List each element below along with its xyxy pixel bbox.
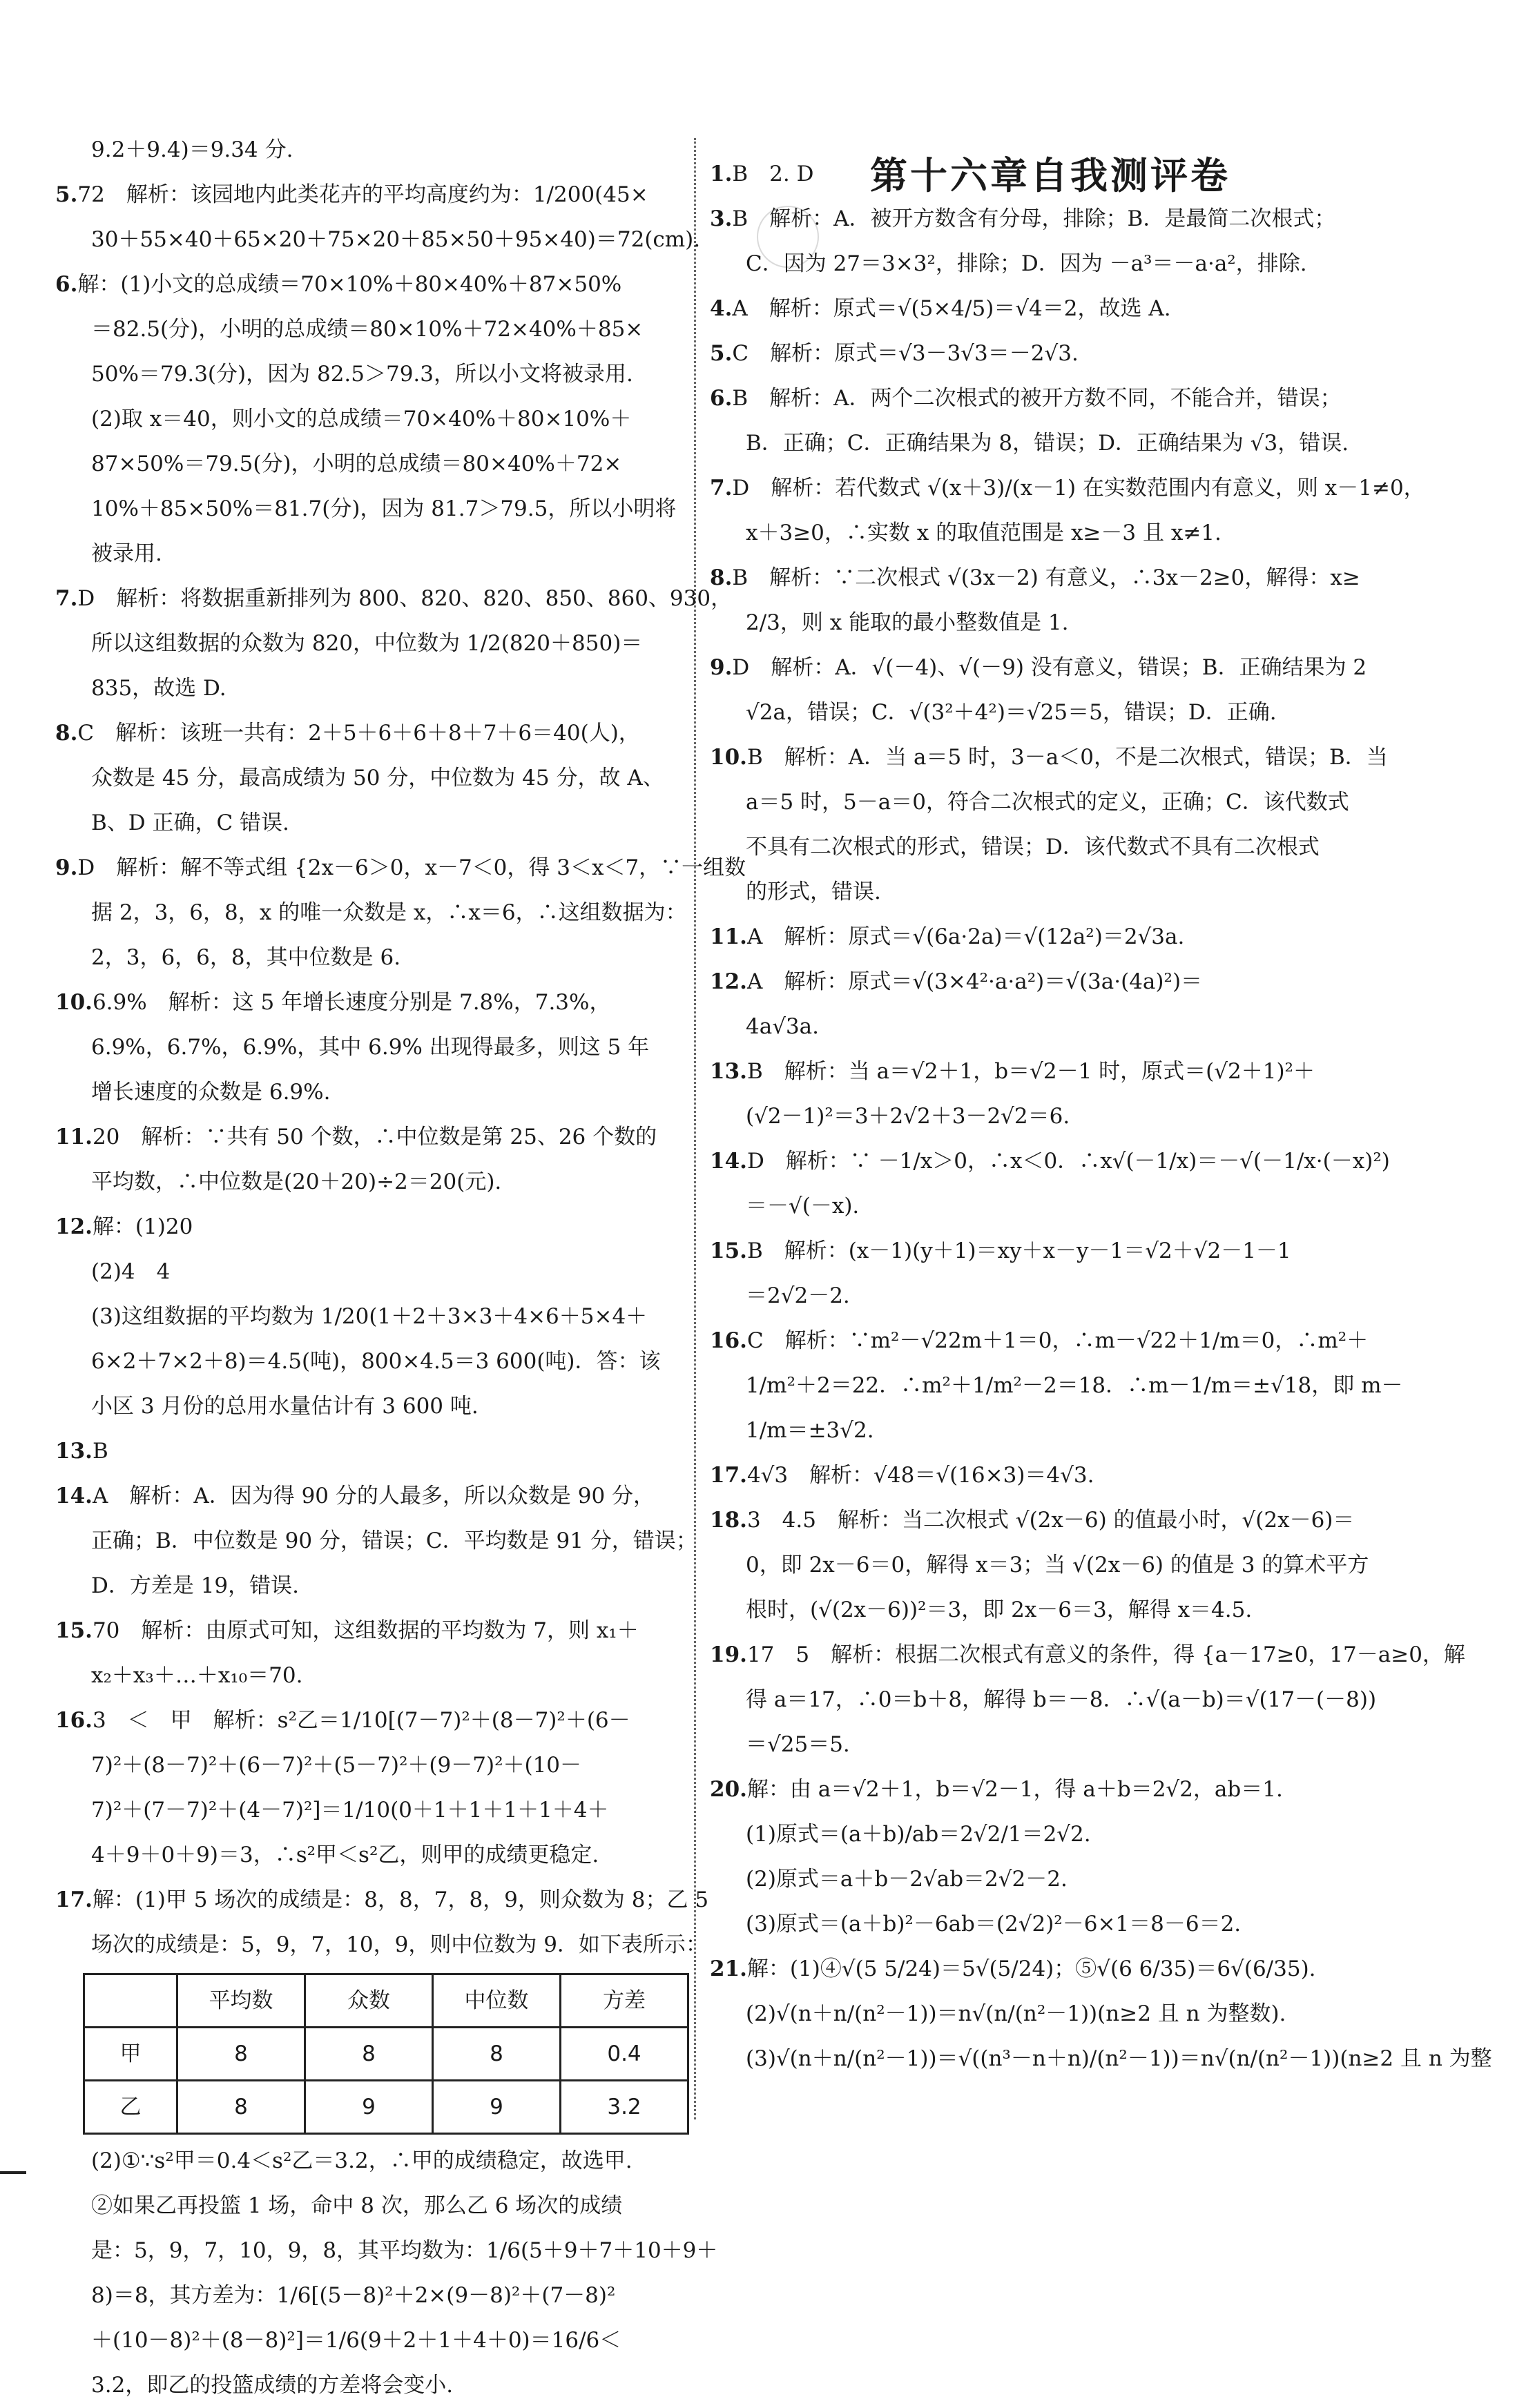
answer-text: 被录用. [91, 541, 162, 566]
answer-text: D 解析：∵ －1/x＞0，∴x＜0．∴x√(－1/x)＝－√(－1/x·(－x)²) [746, 1149, 1390, 1174]
answer-text: B 解析：∵二次根式 √(3x－2) 有意义，∴3x－2≥0，解得：x≥ [732, 565, 1360, 590]
answer-line [55, 307, 760, 352]
answer-line [55, 1564, 760, 1609]
answer-line [55, 846, 760, 891]
question-number: 18. [710, 1508, 747, 1533]
table-cell: 甲 [84, 2028, 177, 2081]
answer-text: 解：由 a＝√2＋1，b＝√2－1，得 a＋b＝2√2，ab＝1. [746, 1777, 1283, 1802]
question-number: 16. [55, 1708, 93, 1733]
answer-line [55, 2273, 760, 2318]
answer-line [55, 2318, 760, 2363]
question-number: 7. [710, 476, 733, 501]
question-number: 13. [55, 1439, 93, 1464]
answer-line [710, 1004, 1400, 1049]
answer-text: B 解析：(x－1)(y＋1)＝xy＋x－y－1＝√2＋√2－1－1 [746, 1239, 1291, 1263]
answer-text: 6×2＋7×2＋8)＝4.5(吨)，800×4.5＝3 600(吨)．答：该 [91, 1349, 661, 1374]
answer-text: 72 解析：该园地内此类花卉的平均高度约为：1/200(45× [77, 182, 648, 207]
question-number: 10. [710, 745, 747, 770]
answer-text: √2a，错误；C．√(3²＋4²)＝√25＝5，错误；D．正确. [746, 700, 1277, 725]
answer-line [55, 621, 760, 666]
answer-line [55, 935, 760, 980]
answer-line [710, 870, 1400, 915]
answer-text: B [92, 1439, 108, 1464]
answer-text: B 解析：A．被开方数含有分母，排除；B．是最简二次根式； [732, 206, 1336, 231]
answer-line [55, 2184, 760, 2229]
answer-line [55, 1429, 760, 1474]
answer-line [710, 466, 1425, 511]
table-header-row [84, 1974, 688, 2028]
question-number: 9. [55, 855, 78, 880]
answer-line [55, 1519, 760, 1564]
answer-line [710, 1184, 1400, 1229]
question-number: 9. [710, 655, 733, 680]
answer-line [710, 242, 1400, 287]
answer-text: 增长速度的众数是 6.9%. [91, 1080, 331, 1105]
answer-line [710, 331, 1400, 376]
answer-line [710, 556, 1400, 601]
answer-text: 2，3，6，6，8，其中位数是 6. [91, 945, 401, 970]
question-number: 17. [710, 1463, 747, 1488]
score-table [83, 1973, 689, 2135]
answer-text: D 解析：A．√(－4)、√(－9) 没有意义，错误；B．正确结果为 2 [732, 655, 1367, 680]
answer-line [710, 1229, 1400, 1274]
answer-line [710, 1498, 1400, 1543]
answer-text: A 解析：A．因为得 90 分的人最多，所以众数是 90 分， [92, 1484, 655, 1508]
answer-text: 8)＝8，其方差为：1/6[(5－8)²＋2×(9－8)²＋(7－8)² [91, 2283, 616, 2308]
answer-text: A 解析：原式＝√(5×4/5)＝√4＝2，故选 A. [732, 296, 1171, 321]
answer-line [55, 217, 760, 262]
table-cell: 8 [433, 2028, 561, 2081]
answer-line [710, 1363, 1403, 1408]
answer-text: A 解析：原式＝√(3×4²·a·a²)＝√(3a·(4a)²)＝ [746, 969, 1203, 994]
answer-line [55, 1025, 760, 1070]
answer-line [55, 1653, 760, 1698]
table-row [84, 2028, 688, 2081]
answer-line [55, 1070, 760, 1115]
answer-line [710, 1902, 1400, 1947]
answer-line [55, 666, 760, 711]
question-number: 16. [710, 1328, 747, 1353]
table-cell: 9 [433, 2081, 561, 2134]
answer-text: 6.9%，6.7%，6.9%，其中 6.9% 出现得最多，则这 5 年 [91, 1035, 650, 1060]
question-number: 11. [710, 924, 747, 949]
answer-line [55, 352, 760, 397]
answer-text: D 解析：解不等式组 {2x－6＞0，x－7＜0，得 3＜x＜7，∵一组数 [77, 855, 746, 880]
answer-line [55, 1833, 760, 1878]
answer-line [710, 152, 1400, 197]
answer-text: 场次的成绩是：5，9，7，10，9，则中位数为 9．如下表所示： [91, 1932, 707, 1957]
answer-line [55, 1788, 760, 1833]
question-number: 17. [55, 1887, 93, 1912]
answer-line [55, 442, 760, 487]
answer-text: 3.2，即乙的投篮成绩的方差将会变小. [91, 2373, 454, 2398]
answer-text: 7)²＋(7－7)²＋(4－7)²]＝1/10(0＋1＋1＋1＋1＋4＋ [91, 1798, 609, 1823]
answer-text: B、D 正确，C 错误. [91, 810, 289, 835]
question-number: 14. [55, 1484, 93, 1508]
table-row [84, 2081, 688, 2134]
answer-text: ＝2√2－2. [746, 1283, 850, 1308]
answer-text: 3 4.5 解析：当二次根式 √(2x－6) 的值最小时，√(2x－6)＝ [746, 1508, 1355, 1533]
answer-text: (3)这组数据的平均数为 1/20(1＋2＋3×3＋4×6＋5×4＋ [91, 1304, 648, 1329]
answer-line [710, 287, 1400, 331]
answer-text: 解：(1)小文的总成绩＝70×10%＋80×40%＋87×50% [77, 272, 622, 297]
question-number: 6. [55, 272, 78, 297]
answer-line [710, 1094, 1400, 1139]
answer-text: 6.9% 解析：这 5 年增长速度分别是 7.8%，7.3%， [92, 990, 611, 1015]
answer-line [55, 2229, 760, 2273]
answer-text: 的形式，错误. [746, 880, 881, 904]
answer-line [710, 197, 1400, 242]
answer-text: 正确；B．中位数是 90 分，错误；C．平均数是 91 分，错误； [91, 1528, 697, 1553]
question-number: 6. [710, 386, 733, 411]
answer-line [55, 1743, 760, 1788]
question-number: 20. [710, 1777, 747, 1802]
answer-line [55, 1878, 760, 1923]
answer-line [55, 891, 760, 935]
answer-text: 根时，(√(2x－6))²＝3，即 2x－6＝3，解得 x＝4.5. [746, 1598, 1253, 1622]
right-answer-lines [710, 152, 1492, 2081]
answer-line [55, 1294, 760, 1339]
answer-text: 不具有二次根式的形式，错误；D．该代数式不具有二次根式 [746, 835, 1320, 860]
question-number: 10. [55, 990, 93, 1015]
answer-text: 4a√3a. [746, 1014, 820, 1039]
answer-text: 17 5 解析：根据二次根式有意义的条件，得 {a－17≥0，17－a≥0，解 [746, 1642, 1465, 1667]
page-title: 第十六章自我测评卷 [870, 154, 1230, 197]
answer-text: (2)①∵s²甲＝0.4＜s²乙＝3.2，∴甲的成绩稳定，故选甲. [91, 2148, 633, 2173]
answer-line [710, 1408, 1400, 1453]
question-number: 14. [710, 1149, 747, 1174]
question-number: 5. [710, 341, 733, 366]
answer-text: D．方差是 19，错误. [91, 1573, 300, 1598]
answer-text: C 解析：该班一共有：2＋5＋6＋6＋8＋7＋6＝40(人)， [77, 721, 640, 746]
answer-text: 平均数，∴中位数是(20＋20)÷2＝20(元). [91, 1169, 502, 1194]
answer-text: (2)√(n＋n/(n²－1))＝n√(n/(n²－1))(n≥2 且 n 为整数). [746, 2001, 1286, 2026]
answer-line [55, 1115, 760, 1160]
answer-line [55, 1923, 760, 1968]
answer-line [710, 376, 1400, 421]
question-number: 3. [710, 206, 733, 231]
answer-text: ＝82.5(分)，小明的总成绩＝80×10%＋72×40%＋85× [91, 317, 644, 342]
question-number: 15. [710, 1239, 747, 1263]
answer-line [55, 1339, 760, 1384]
answer-line [55, 532, 760, 576]
question-number: 8. [55, 721, 78, 746]
answer-line [710, 1992, 1400, 2037]
answer-text: x＋3≥0，∴实数 x 的取值范围是 x≥－3 且 x≠1. [746, 521, 1222, 545]
answer-line [55, 756, 760, 801]
table-header-cell [84, 1974, 177, 2028]
answer-line [710, 1274, 1400, 1319]
answer-line [710, 915, 1400, 960]
answer-text: 4√3 解析：√48＝√(16×3)＝4√3. [746, 1463, 1094, 1488]
answer-line [55, 173, 760, 217]
answer-text: 1/m＝±3√2. [746, 1418, 874, 1443]
table-header-cell: 众数 [305, 1974, 433, 2028]
answer-line [55, 1474, 760, 1519]
answer-line [710, 780, 1400, 825]
left-answer-lines-after-table [55, 2139, 760, 2408]
answer-text: x₂＋x₃＋…＋x₁₀＝70. [91, 1663, 303, 1688]
answer-line [55, 801, 760, 846]
answer-text: ②如果乙再投篮 1 场，命中 8 次，那么乙 6 场次的成绩 [91, 2193, 623, 2218]
right-column [710, 152, 1492, 2081]
answer-text: 1/m²＋2＝22．∴m²＋1/m²－2＝18．∴m－1/m＝±√18，即 m－ [746, 1373, 1403, 1398]
answer-line [710, 421, 1400, 466]
answer-line [55, 262, 760, 307]
answer-text: ＋(10－8)²＋(8－8)²]＝1/6(9＋2＋1＋4＋0)＝16/6＜ [91, 2328, 621, 2353]
answer-line [55, 1160, 760, 1205]
answer-line [55, 1205, 760, 1250]
answer-text: 3 ＜ 甲 解析：s²乙＝1/10[(7－7)²＋(8－7)²＋(6－ [92, 1708, 630, 1733]
question-number: 7. [55, 586, 78, 611]
answer-line [55, 576, 760, 621]
table-cell: 3.2 [561, 2081, 688, 2134]
answer-text: (2)4 4 [91, 1259, 171, 1284]
answer-line [55, 2139, 760, 2184]
answer-text: 小区 3 月份的总用水量估计有 3 600 吨. [91, 1394, 479, 1419]
answer-line [710, 1139, 1400, 1184]
answer-text: D 解析：将数据重新排列为 800、820、820、850、860、930， [77, 586, 733, 611]
answer-text: C 解析：∵m²－√22m＋1＝0，∴m－√22＋1/m＝0，∴m²＋ [746, 1328, 1369, 1353]
answer-text: (1)原式＝(a＋b)/ab＝2√2/1＝2√2. [746, 1822, 1091, 1847]
table-header-cell: 中位数 [433, 1974, 561, 2028]
table-cell: 0.4 [561, 2028, 688, 2081]
answer-text: (3)√(n＋n/(n²－1))＝√((n³－n＋n)/(n²－1))＝n√(n/(n²－1))(n≥2 且 n 为整 [746, 2046, 1492, 2071]
answer-line [710, 645, 1400, 690]
answer-text: (2)取 x＝40，则小文的总成绩＝70×40%＋80×10%＋ [91, 407, 632, 431]
answer-text: C．因为 27＝3×3²，排除；D．因为 －a³＝－a·a²，排除. [746, 251, 1307, 276]
question-number: 11. [55, 1125, 93, 1149]
answer-line [55, 397, 760, 442]
answer-text: 据 2，3，6，8，x 的唯一众数是 x，∴x＝6，∴这组数据为： [91, 900, 687, 925]
answer-text: 所以这组数据的众数为 820，中位数为 1/2(820＋850)＝ [91, 631, 643, 656]
answer-text: 10%＋85×50%＝81.7(分)，因为 81.7＞79.5，所以小明将 [91, 496, 677, 521]
answer-text: 解：(1)④√(5 5/24)＝5√(5/24)；⑤√(6 6/35)＝6√(6/35). [746, 1956, 1316, 1981]
answer-text: ＝－√(－x). [746, 1194, 860, 1218]
answer-text: 是：5，9，7，10，9，8，其平均数为：1/6(5＋9＋7＋10＋9＋ [91, 2238, 718, 2263]
table-cell: 8 [177, 2081, 305, 2134]
answer-line [710, 1812, 1400, 1857]
answer-text: 4＋9＋0＋9)＝3，∴s²甲＜s²乙，则甲的成绩更稳定. [91, 1843, 599, 1867]
answer-text: 9.2＋9.4)＝9.34 分. [91, 137, 293, 162]
answer-line [710, 960, 1400, 1004]
answer-text: 50%＝79.3(分)，因为 82.5＞79.3，所以小文将被录用. [91, 362, 633, 387]
table-cell: 乙 [84, 2081, 177, 2134]
answer-line [710, 511, 1400, 556]
answer-line [710, 690, 1400, 735]
answer-text: 87×50%＝79.5(分)，小明的总成绩＝80×40%＋72× [91, 452, 622, 476]
answer-text: 70 解析：由原式可知，这组数据的平均数为 7，则 x₁＋ [92, 1618, 639, 1643]
answer-text: (2)原式＝a＋b－2√ab＝2√2－2. [746, 1867, 1068, 1892]
answer-line [710, 1319, 1400, 1363]
answer-text: 众数是 45 分，最高成绩为 50 分，中位数为 45 分，故 A、 [91, 766, 664, 790]
answer-line [55, 1250, 760, 1294]
question-number: 21. [710, 1956, 747, 1981]
answer-text: 解：(1)甲 5 场次的成绩是：8，8，7，8，9，则众数为 8；乙 5 [92, 1887, 709, 1912]
answer-line [710, 735, 1400, 780]
question-number: 15. [55, 1618, 93, 1643]
answer-text: 得 a＝17，∴0＝b＋8，解得 b＝－8．∴√(a－b)＝√(17－(－8)) [746, 1687, 1377, 1712]
answer-line [55, 980, 760, 1025]
answer-line [55, 128, 760, 173]
answer-line [55, 711, 760, 756]
answer-line [710, 1049, 1400, 1094]
answer-line [55, 2363, 760, 2408]
answer-text: B 2. D [732, 162, 814, 186]
answer-line [710, 601, 1400, 645]
answer-line [55, 487, 760, 532]
answer-line [55, 1384, 760, 1429]
answer-text: (√2－1)²＝3＋2√2＋3－2√2＝6. [746, 1104, 1070, 1129]
table-cell: 8 [305, 2028, 433, 2081]
answer-line [710, 1678, 1400, 1722]
answer-text: D 解析：若代数式 √(x＋3)/(x－1) 在实数范围内有意义，则 x－1≠0， [732, 476, 1425, 501]
question-number: 5. [55, 182, 78, 207]
left-answer-lines [55, 128, 760, 1968]
answer-line [55, 1698, 760, 1743]
table-header-cell: 方差 [561, 1974, 688, 2028]
answer-text: 0，即 2x－6＝0，解得 x＝3；当 √(2x－6) 的值是 3 的算术平方 [746, 1553, 1369, 1577]
left-column [55, 128, 760, 2408]
answer-text: 835，故选 D. [91, 676, 226, 701]
table-header-cell: 平均数 [177, 1974, 305, 2028]
page-corner-mark [0, 2171, 26, 2174]
answer-line [55, 1609, 760, 1653]
answer-line [710, 825, 1400, 870]
answer-line [710, 1947, 1400, 1992]
table-cell: 8 [177, 2028, 305, 2081]
answer-line [710, 1588, 1400, 1633]
question-number: 12. [710, 969, 747, 994]
answer-line [710, 1857, 1400, 1902]
answer-text: 2/3，则 x 能取的最小整数值是 1. [746, 610, 1069, 635]
question-number: 19. [710, 1642, 747, 1667]
answer-text: (3)原式＝(a＋b)²－6ab＝(2√2)²－6×1＝8－6＝2. [746, 1912, 1242, 1936]
answer-line [710, 1633, 1465, 1678]
answer-line [710, 1543, 1400, 1588]
answer-text: A 解析：原式＝√(6a·2a)＝√(12a²)＝2√3a. [746, 924, 1185, 949]
answer-line [710, 2037, 1492, 2081]
answer-text: 30＋55×40＋65×20＋75×20＋85×50＋95×40)＝72(cm). [91, 227, 701, 252]
answer-text: B 解析：A．当 a＝5 时，3－a＜0，不是二次根式，错误；B．当 [746, 745, 1388, 770]
question-number: 1. [710, 162, 733, 186]
answer-text: 7)²＋(8－7)²＋(6－7)²＋(5－7)²＋(9－7)²＋(10－ [91, 1753, 582, 1778]
answer-text: ＝√25＝5. [746, 1732, 850, 1757]
question-number: 13. [710, 1059, 747, 1084]
answer-text: B 解析：当 a＝√2＋1，b＝√2－1 时，原式＝(√2＋1)²＋ [746, 1059, 1315, 1084]
table-cell: 9 [305, 2081, 433, 2134]
answer-text: C 解析：原式＝√3－3√3＝－2√3. [732, 341, 1079, 366]
answer-text: 解：(1)20 [92, 1214, 193, 1239]
answer-text: 20 解析：∵共有 50 个数，∴中位数是第 25、26 个数的 [92, 1125, 657, 1149]
answer-line [710, 1453, 1400, 1498]
question-number: 12. [55, 1214, 93, 1239]
answer-text: B 解析：A．两个二次根式的被开方数不同，不能合并，错误； [732, 386, 1342, 411]
answer-line [710, 1767, 1400, 1812]
answer-text: a＝5 时，5－a＝0，符合二次根式的定义，正确；C．该代数式 [746, 790, 1349, 815]
answer-line [710, 1722, 1400, 1767]
answer-text: B．正确；C．正确结果为 8，错误；D．正确结果为 √3，错误. [746, 431, 1349, 456]
question-number: 4. [710, 296, 733, 321]
question-number: 8. [710, 565, 733, 590]
